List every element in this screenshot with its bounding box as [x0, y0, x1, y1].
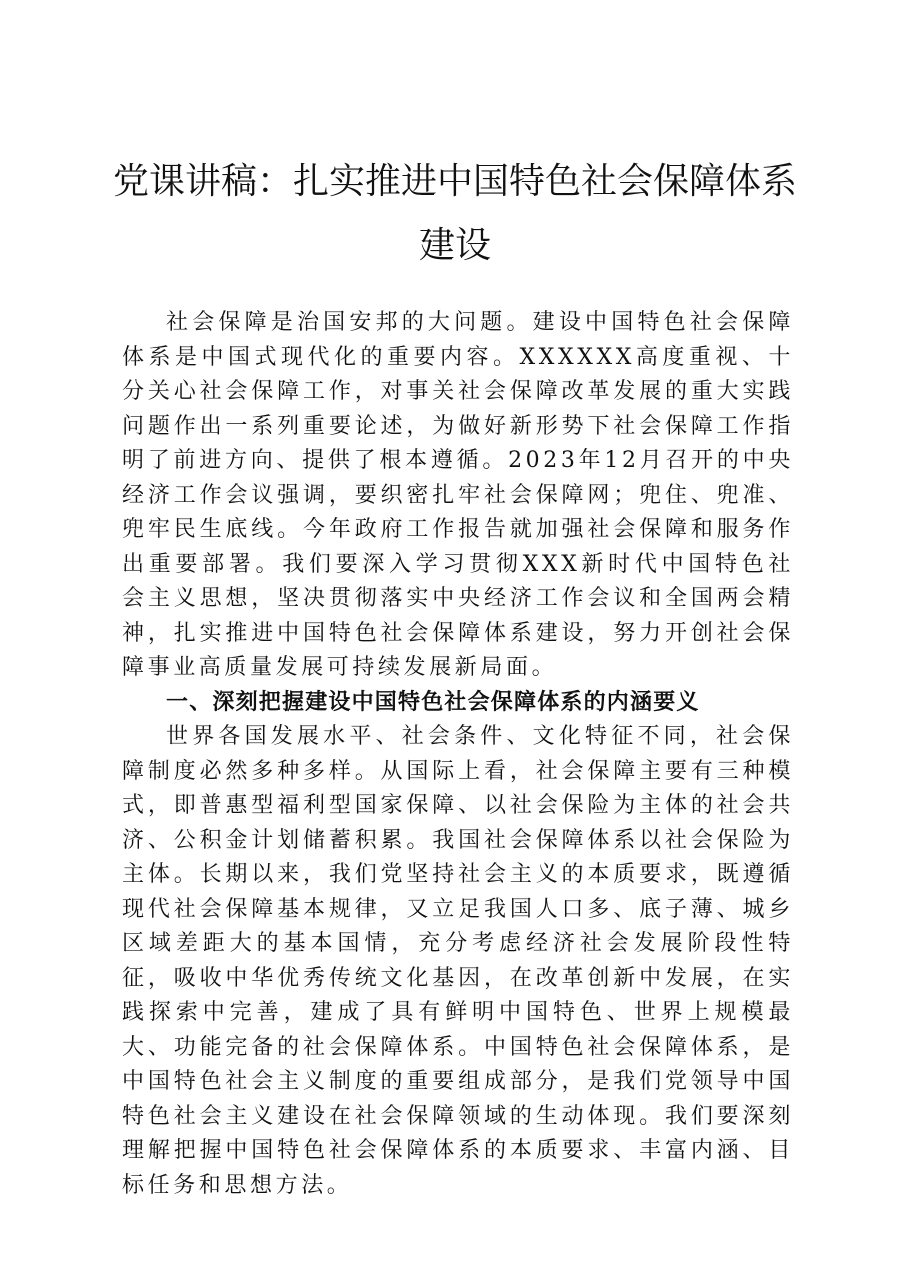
document-title: 党课讲稿：扎实推进中国特色社会保障体系建设 — [112, 161, 797, 266]
paragraph-intro: 社会保障是治国安邦的大问题。建设中国特色社会保障体系是中国式现代化的重要内容。XXXXXX高度重视、十分关心社会保障工作，对事关社会保障改革发展的重大实践问题作出一系列重要论述，为做好新形势下社会保障工作指明了前进方向、提供了根本遵循。2023年12月召开的中央经济工作会议强调，要织密扎牢社会保障网；兜住、兜准、兜牢民生底线。今年政府工作报告就加强社会保障和服务作出重要部署。我们要深入学习贯彻XXX新时代中国特色社会主义思想，坚决贯彻落实中央经济工作会议和全国两会精神，扎实推进中国特色社会保障体系建设，努力开创社会保障事业高质量发展可持续发展新局面。 — [122, 310, 794, 680]
paragraph-section-1: 世界各国发展水平、社会条件、文化特征不同，社会保障制度必然多种多样。从国际上看，社会保障主要有三种模式，即普惠型福利型国家保障、以社会保险为主体的社会共济、公积金计划储蓄积累。我国社会保障体系以社会保险为主体。长期以来，我们党坚持社会主义的本质要求，既遵循现代社会保障基本规律，又立足我国人口多、底子薄、城乡区域差距大的基本国情，充分考虑经济社会发展阶段性特征，吸收中华优秀传统文化基因，在改革创新中发展，在实践探索中完善，建成了具有鲜明中国特色、世界上规模最大、功能完备的社会保障体系。中国特色社会保障体系，是中国特色社会主义制度的重要组成部分，是我们党领导中国特色社会主义建设在社会保障领域的生动体现。我们要深刻理解把握中国特色社会保障体系的本质要求、丰富内涵、目标任务和思想方法。 — [122, 724, 794, 1198]
document-body — [122, 306, 794, 1203]
section-heading-1: 一、深刻把握建设中国特色社会保障体系的内涵要义 — [166, 689, 700, 715]
